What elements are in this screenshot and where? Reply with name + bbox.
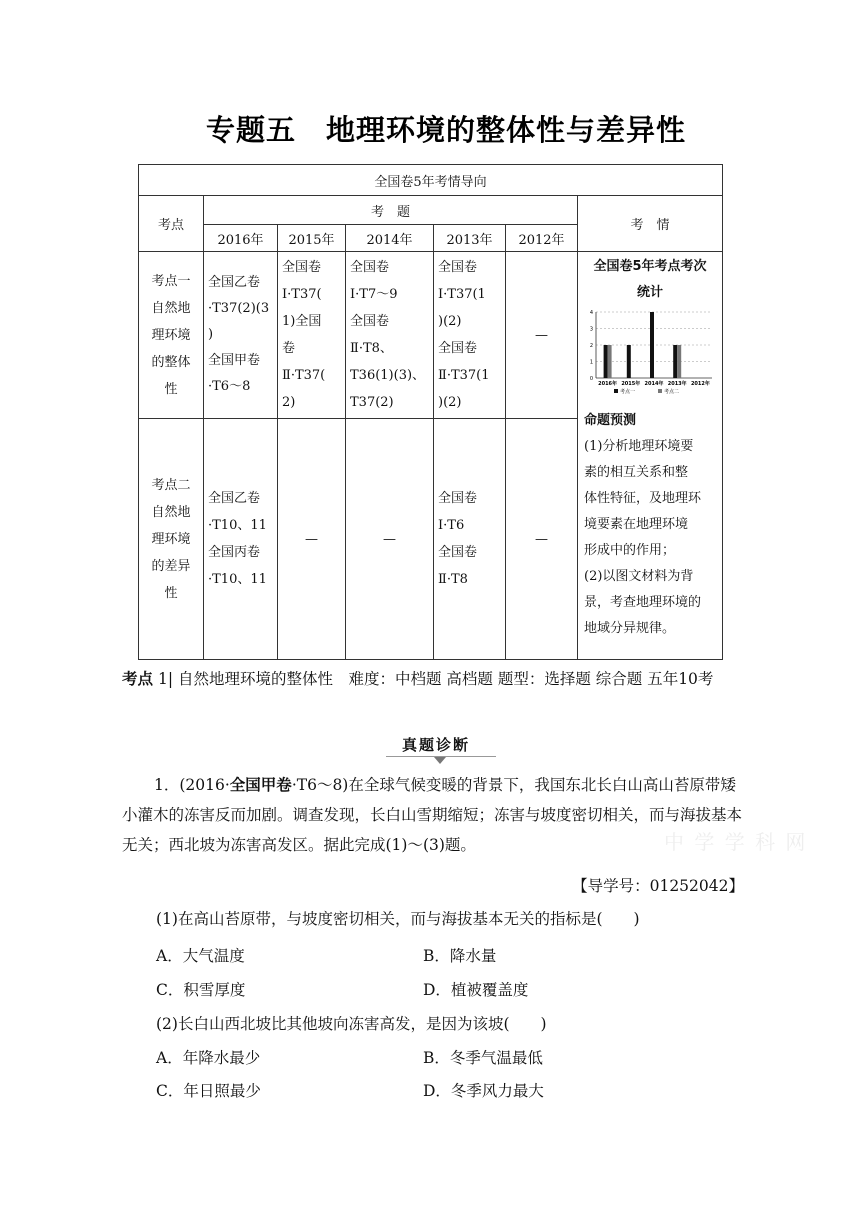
x-tick-label: 2016年 bbox=[598, 381, 618, 387]
option-2c: C．年日照最少 bbox=[156, 1082, 261, 1100]
bar-1 bbox=[604, 345, 608, 378]
watermark: 中 学 学 科 网 bbox=[664, 830, 808, 854]
y-tick-label: 2 bbox=[589, 343, 593, 349]
x-tick-label: 2013年 bbox=[667, 381, 687, 387]
row2-2016: 全国乙卷 ·T10、11 全国丙卷 ·T10、11 bbox=[204, 419, 278, 660]
option-1c: C．积雪厚度 bbox=[156, 981, 246, 999]
row2-2012: — bbox=[506, 419, 578, 660]
option-2a: A．年降水最少 bbox=[156, 1049, 261, 1067]
predict-line: 体性特征，及地理环 bbox=[584, 491, 702, 506]
predict-line: 境要素在地理环境 bbox=[584, 517, 689, 532]
sub-question-1: (1)在高山苔原带，与坡度密切相关，而与海拔基本无关的指标是( ) bbox=[156, 910, 640, 928]
row1-2012: — bbox=[506, 252, 578, 419]
bar-2 bbox=[677, 345, 681, 378]
legend-label: 考点一 bbox=[620, 389, 636, 395]
predict-title: 命题预测 bbox=[584, 413, 637, 428]
stats-title-1: 全国卷5年考点考次 bbox=[593, 259, 707, 274]
y-tick-label: 1 bbox=[589, 359, 593, 366]
page-title: 专题五 地理环境的整体性与差异性 bbox=[206, 113, 687, 147]
y-tick-label: 4 bbox=[589, 310, 593, 316]
bar-2 bbox=[608, 345, 612, 378]
kaodian-num: 1| bbox=[157, 670, 174, 688]
kaodian-text: 自然地理环境的整体性 难度：中档题 高档题 题型：选择题 综合题 五年10考 bbox=[177, 670, 714, 688]
option-1a: A．大气温度 bbox=[156, 947, 245, 965]
y-tick-label: 3 bbox=[589, 326, 593, 333]
row1-2014: 全国卷 Ⅰ·T7～9 全国卷 Ⅱ·T8、 T36(1)(3)、 T37(2) bbox=[346, 252, 434, 419]
predict-line: 素的相互关系和整 bbox=[584, 465, 689, 480]
question-1-stem: 1．(2016·全国甲卷·T6～8)在全球气候变暖的背景下，我国东北长白山高山苔原带矮小灌木的冻害反而加剧。调查发现，长白山雪期缩短；冻害与坡度密切相关，而与海拔基本无关；西北坡为冻害高发区。据此完成(1)～(3)题。 bbox=[122, 776, 743, 854]
predict-line: 形成中的作用； bbox=[584, 543, 676, 558]
table-caption: 全国卷5年考情导向 bbox=[139, 165, 723, 196]
year-2014: 2014年 bbox=[346, 225, 434, 252]
kaodian-label: 考点 bbox=[122, 670, 154, 688]
year-2016: 2016年 bbox=[204, 225, 278, 252]
year-2015: 2015年 bbox=[278, 225, 346, 252]
y-tick-label: 0 bbox=[589, 376, 593, 382]
bar-1 bbox=[650, 312, 654, 378]
row2-2014: — bbox=[346, 419, 434, 660]
row1-2013: 全国卷 Ⅰ·T37(1 )(2) 全国卷 Ⅱ·T37(1 )(2) bbox=[434, 252, 506, 419]
col-kaoqing: 考 情 bbox=[578, 196, 723, 252]
predict-line: (1)分析地理环境要 bbox=[584, 439, 694, 454]
sub-question-2: (2)长白山西北坡比其他坡向冻害高发，是因为该坡( ) bbox=[156, 1015, 547, 1033]
bar-1 bbox=[627, 345, 631, 378]
kaodian-line bbox=[122, 664, 744, 694]
stats-bar-chart bbox=[584, 308, 716, 404]
row1-topic: 考点一 自然地 理环境 的整体 性 bbox=[139, 252, 204, 419]
predict-line: 地域分异规律。 bbox=[584, 621, 676, 636]
row1-2015: 全国卷 Ⅰ·T37( 1)全国 卷 Ⅱ·T37( 2) bbox=[278, 252, 346, 419]
row2-2013: 全国卷 Ⅰ·T6 全国卷 Ⅱ·T8 bbox=[434, 419, 506, 660]
stats-title-2: 统计 bbox=[637, 285, 664, 300]
guide-number: 【导学号：01252042】 bbox=[572, 877, 744, 895]
legend-label: 考点二 bbox=[664, 389, 680, 395]
x-tick-label: 2012年 bbox=[690, 381, 710, 387]
option-2d: D．冬季风力最大 bbox=[423, 1082, 544, 1100]
col-kaodian: 考点 bbox=[139, 196, 204, 252]
year-2013: 2013年 bbox=[434, 225, 506, 252]
predict-line: (2)以图文材料为背 bbox=[584, 569, 694, 584]
question-source: 全国甲卷 bbox=[229, 776, 292, 794]
option-1b: B．降水量 bbox=[423, 947, 497, 965]
year-2012: 2012年 bbox=[506, 225, 578, 252]
row2-topic: 考点二 自然地 理环境 的差异 性 bbox=[139, 419, 204, 660]
option-2b: B．冬季气温最低 bbox=[423, 1049, 543, 1067]
section-marker-icon bbox=[434, 757, 446, 764]
col-kaoti: 考 题 bbox=[204, 196, 578, 225]
option-1d: D．植被覆盖度 bbox=[423, 981, 529, 999]
row2-2015: — bbox=[278, 419, 346, 660]
predict-line: 景，考查地理环境的 bbox=[584, 595, 702, 610]
legend-swatch bbox=[614, 389, 618, 393]
exam-overview-table bbox=[138, 164, 723, 660]
row1-2016: 全国乙卷 ·T37(2)(3 ) 全国甲卷 ·T6～8 bbox=[204, 252, 278, 419]
section-title: 真题诊断 bbox=[402, 736, 471, 754]
x-tick-label: 2015年 bbox=[621, 381, 641, 387]
kaoqing-panel bbox=[578, 252, 723, 660]
legend-swatch bbox=[658, 389, 662, 393]
x-tick-label: 2014年 bbox=[644, 381, 664, 387]
bar-1 bbox=[673, 345, 677, 378]
